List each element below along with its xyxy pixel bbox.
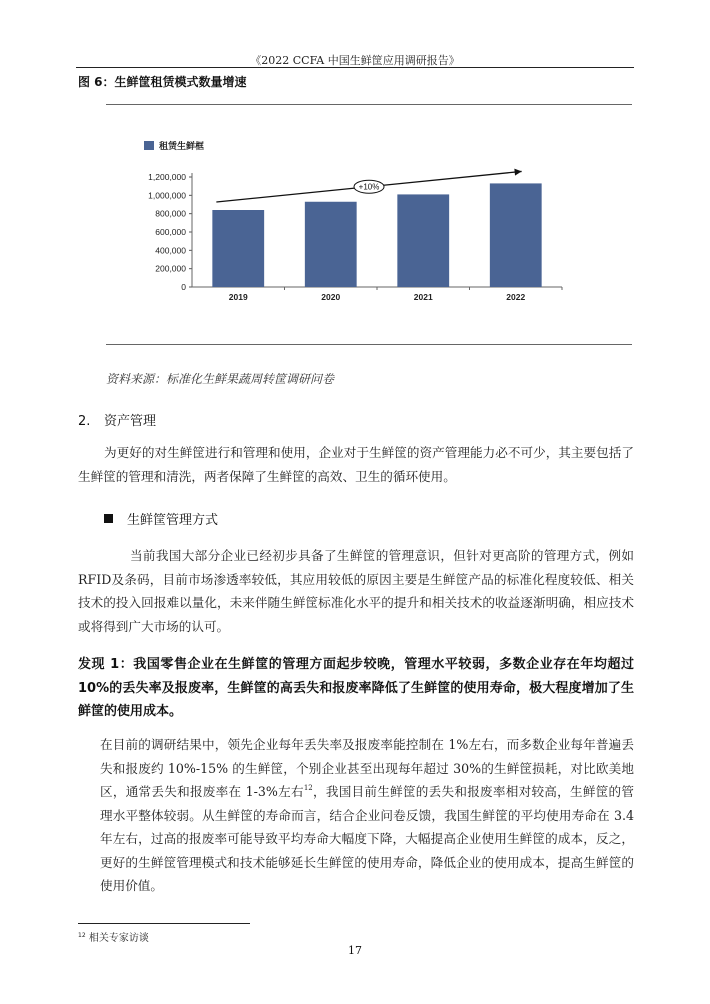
subsection-heading xyxy=(104,509,218,528)
y-tick-label: 1,200,000 xyxy=(148,172,186,182)
square-bullet-icon xyxy=(104,514,113,523)
footnote xyxy=(78,929,149,944)
y-tick-label: 800,000 xyxy=(155,208,186,219)
figure-title: 图 6：生鲜筐租赁模式数量增速 xyxy=(78,75,247,89)
y-tick-label: 600,000 xyxy=(155,227,186,237)
y-tick-label: 0 xyxy=(181,282,186,292)
legend-label: 租赁生鲜框 xyxy=(159,141,205,151)
bar-2020 xyxy=(305,202,357,287)
chart-bottom-rule xyxy=(106,344,632,345)
section-heading xyxy=(78,410,156,429)
y-tick-label: 400,000 xyxy=(155,245,186,256)
analysis-paragraph xyxy=(100,733,634,898)
growth-label: +10% xyxy=(358,182,380,192)
y-tick-label: 1,000,000 xyxy=(148,190,186,201)
bar-2021 xyxy=(397,194,449,287)
footnote-text: 相关专家访谈 xyxy=(88,933,149,944)
subsection-title: 生鲜筐管理方式 xyxy=(127,513,219,528)
x-tick-label: 2020 xyxy=(321,292,341,302)
bar-chart-svg xyxy=(140,128,580,308)
report-header: 《2022 CCFA 中国生鲜筐应用调研报告》 xyxy=(250,54,460,67)
page-number: 17 xyxy=(348,944,362,957)
bar-2022 xyxy=(490,183,542,287)
section-number: 2. xyxy=(78,414,91,429)
footnote-ref: 12 xyxy=(303,784,313,792)
x-tick-label: 2021 xyxy=(413,292,433,302)
x-tick-label: 2019 xyxy=(228,292,248,302)
section-title: 资产管理 xyxy=(104,414,157,429)
bar-chart xyxy=(140,128,580,308)
x-tick-label: 2022 xyxy=(506,292,526,302)
subsection-body: 当前我国大部分企业已经初步具备了生鲜筐的管理意识，但针对更高阶的管理方式，例如RFID及条码，目前市场渗透率较低，其应用较低的原因主要是生鲜筐产品的标准化程度较低、相关技术的投入回报难以量化，未来伴随生鲜筐标准化水平的提升和相关技术的收益逐渐明确，相应技术或将得到广大市场的认可。 xyxy=(78,548,634,634)
legend-swatch xyxy=(144,141,154,150)
analysis-text-2: ，我国目前生鲜筐的丢失和报废率相对较高，生鲜筐的管理水平整体较弱。从生鲜筐的寿命而言，结合企业问卷反馈，我国生鲜筐的平均使用寿命在 3.4 年左右，过高的报废率可能导致平均寿命大幅度下降，大幅提高企业使用生鲜筐的成本，反之，更好的生鲜筐管理模式和技术能够延长生鲜筐的使用寿命，降低企业的使用成本，提高生鲜筐的使用价值。 xyxy=(100,784,634,893)
y-tick-label: 200,000 xyxy=(155,263,186,274)
footnote-mark: 12 xyxy=(78,932,86,939)
figure-source: 资料来源：标准化生鲜果蔬周转筐调研问卷 xyxy=(106,372,335,386)
chart-top-rule xyxy=(106,104,632,105)
analysis-text-1: 在目前的调研结果中，领先企业每年丢失率及报废率能控制在 1%左右，而多数企业每年普遍丢失和报废约 10%-15% 的生鲜筐，个别企业甚至出现每年超过 30%的生鲜筐损耗，对比欧美地区，通常丢失和报废率在 1-3%左右 xyxy=(100,737,634,799)
section-intro: 为更好的对生鲜筐进行和管理和使用，企业对于生鲜筐的资产管理能力必不可少，其主要包括了生鲜筐的管理和清洗，两者保障了生鲜筐的高效、卫生的循环使用。 xyxy=(78,445,634,484)
finding-paragraph: 发现 1：我国零售企业在生鲜筐的管理方面起步较晚，管理水平较弱，多数企业存在年均超过 10%的丢失率及报废率，生鲜筐的高丢失和报废率降低了生鲜筐的使用寿命，极大程度增加了生鲜筐的使用成本。 xyxy=(78,657,634,719)
bar-2019 xyxy=(212,210,264,287)
header-rule xyxy=(76,67,634,68)
footnote-rule xyxy=(78,923,250,924)
